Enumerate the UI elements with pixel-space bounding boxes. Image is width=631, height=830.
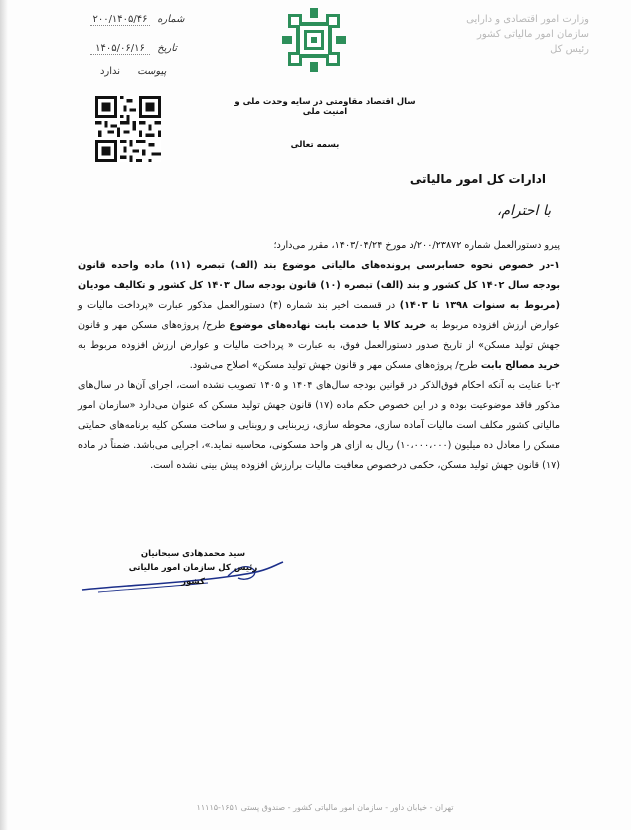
signature-block [118,547,268,589]
letter-date-value: ۱۴۰۵/۰۶/۱۶ [90,43,150,55]
signatory-title: رئیس کل سازمان امور مالیاتی کشور [128,563,258,587]
paragraph-1 [78,256,560,376]
ministry-line-3: رئیس کل [550,44,589,55]
greeting-line: با احترام، [496,203,551,219]
paragraph-1-text-a: در قسمت اخیر بند شماره (۴) دستورالعمل مذکور عبارت «پرداخت مالیات و عوارض ارزش افزوده مربوط به [78,300,561,331]
ministry-line-1: وزارت امور اقتصادی و دارایی [466,14,589,25]
letter-number-row [90,14,184,26]
footer-address: تهران - خیابان داور - سازمان امور مالیاتی کشور - صندوق پستی ۱۶۵۱-۱۱۱۱۵ [196,803,454,812]
recipient-line: ادارات کل امور مالیاتی [409,172,546,186]
basmala-heading: بسمه تعالی [290,140,340,150]
paragraph-1-text-b: طرح/ پروژه‌های مسکن مهر و قانون جهش تولید مسکن» از تاریخ صدور دستورالعمل فوق، به عبارت « پرداخت مالیات و عوارض ارزش افزوده مربوط به [78,320,560,351]
letter-date-row [90,43,177,55]
ministry-line-2: سازمان امور مالیاتی کشور [477,29,589,40]
paragraph-1-emphasis-b: خرید مصالح بابت [480,360,560,371]
paragraph-1-subject: ۱-در خصوص نحوه حسابرسی پرونده‌های مالیاتی موضوع بند (الف) تبصره (۱۱) ماده واحده قانون بودجه سال ۱۴۰۲ کل کشور و بند (الف) تبصره (۱۰) قانون بودجه سال ۱۴۰۳ کل کشور و تکالیف مودیان (مربوط به سنوات ۱۳۹۸ تا ۱۴۰۳) [78,260,560,311]
letter-attachment-label: پیوست [137,66,167,77]
ministry-header [419,12,589,57]
paragraph-2: ۲-با عنایت به آنکه احکام فوق‌الذکر در قوانین بودجه سال‌های ۱۴۰۴ و ۱۴۰۵ تصویب نشده است، اجرای آن‌ها در سال‌های مذکور فاقد موضوعیت بوده و در این خصوص حکم ماده (۱۷) قانون جهش تولید مسکن که عنوان می‌دارد «سازمان امور مالیاتی کشور مکلف است مالیات آماده سازی، محوطه سازی، زیربنایی و روبنایی و ساخت مسکن کلیه برنامه‌های حمایتی مسکن را معادل ده میلیون (۱۰،۰۰۰،۰۰۰) ریال به ازای هر واحد مسکونی، محاسبه نماید.»، اجرایی می‌باشد. ضمناً در ماده (۱۷) قانون جهش تولید مسکن، حکمی درخصوص معافیت مالیات برارزش افزوده پیش بینی نشده است. [78,380,560,471]
intro-paragraph: پیرو دستورالعمل شماره ۲۰۰/۲۳۸۷۲/د مورخ ۱۴۰۳/۰۴/۲۴، مقرر می‌دارد؛ [273,240,560,251]
qr-code [95,96,161,162]
letter-attachment-value: ندارد [99,66,121,77]
paragraph-1-emphasis-a: خرید کالا یا خدمت بابت نهاده‌های موضوع [229,320,427,331]
year-slogan: سال اقتصاد مقاومتی در سایه وحدت ملی و امنیت ملی [234,97,416,117]
letter-attachment-row [90,66,166,77]
letter-number-value: ۲۰۰/۱۴۰۵/۴۶ [90,14,150,26]
letter-number-label: شماره [157,14,185,25]
signatory-name: سید محمدهادی سبحانیان [140,549,246,559]
scan-edge-shadow [0,0,8,830]
tax-organization-logo [282,8,346,72]
letter-body [78,236,560,476]
letter-date-label: تاریخ [157,43,178,54]
paragraph-1-text-c: طرح/ پروژه‌های مسکن مهر و قانون جهش تولید مسکن» اصلاح می‌شود. [189,360,478,371]
